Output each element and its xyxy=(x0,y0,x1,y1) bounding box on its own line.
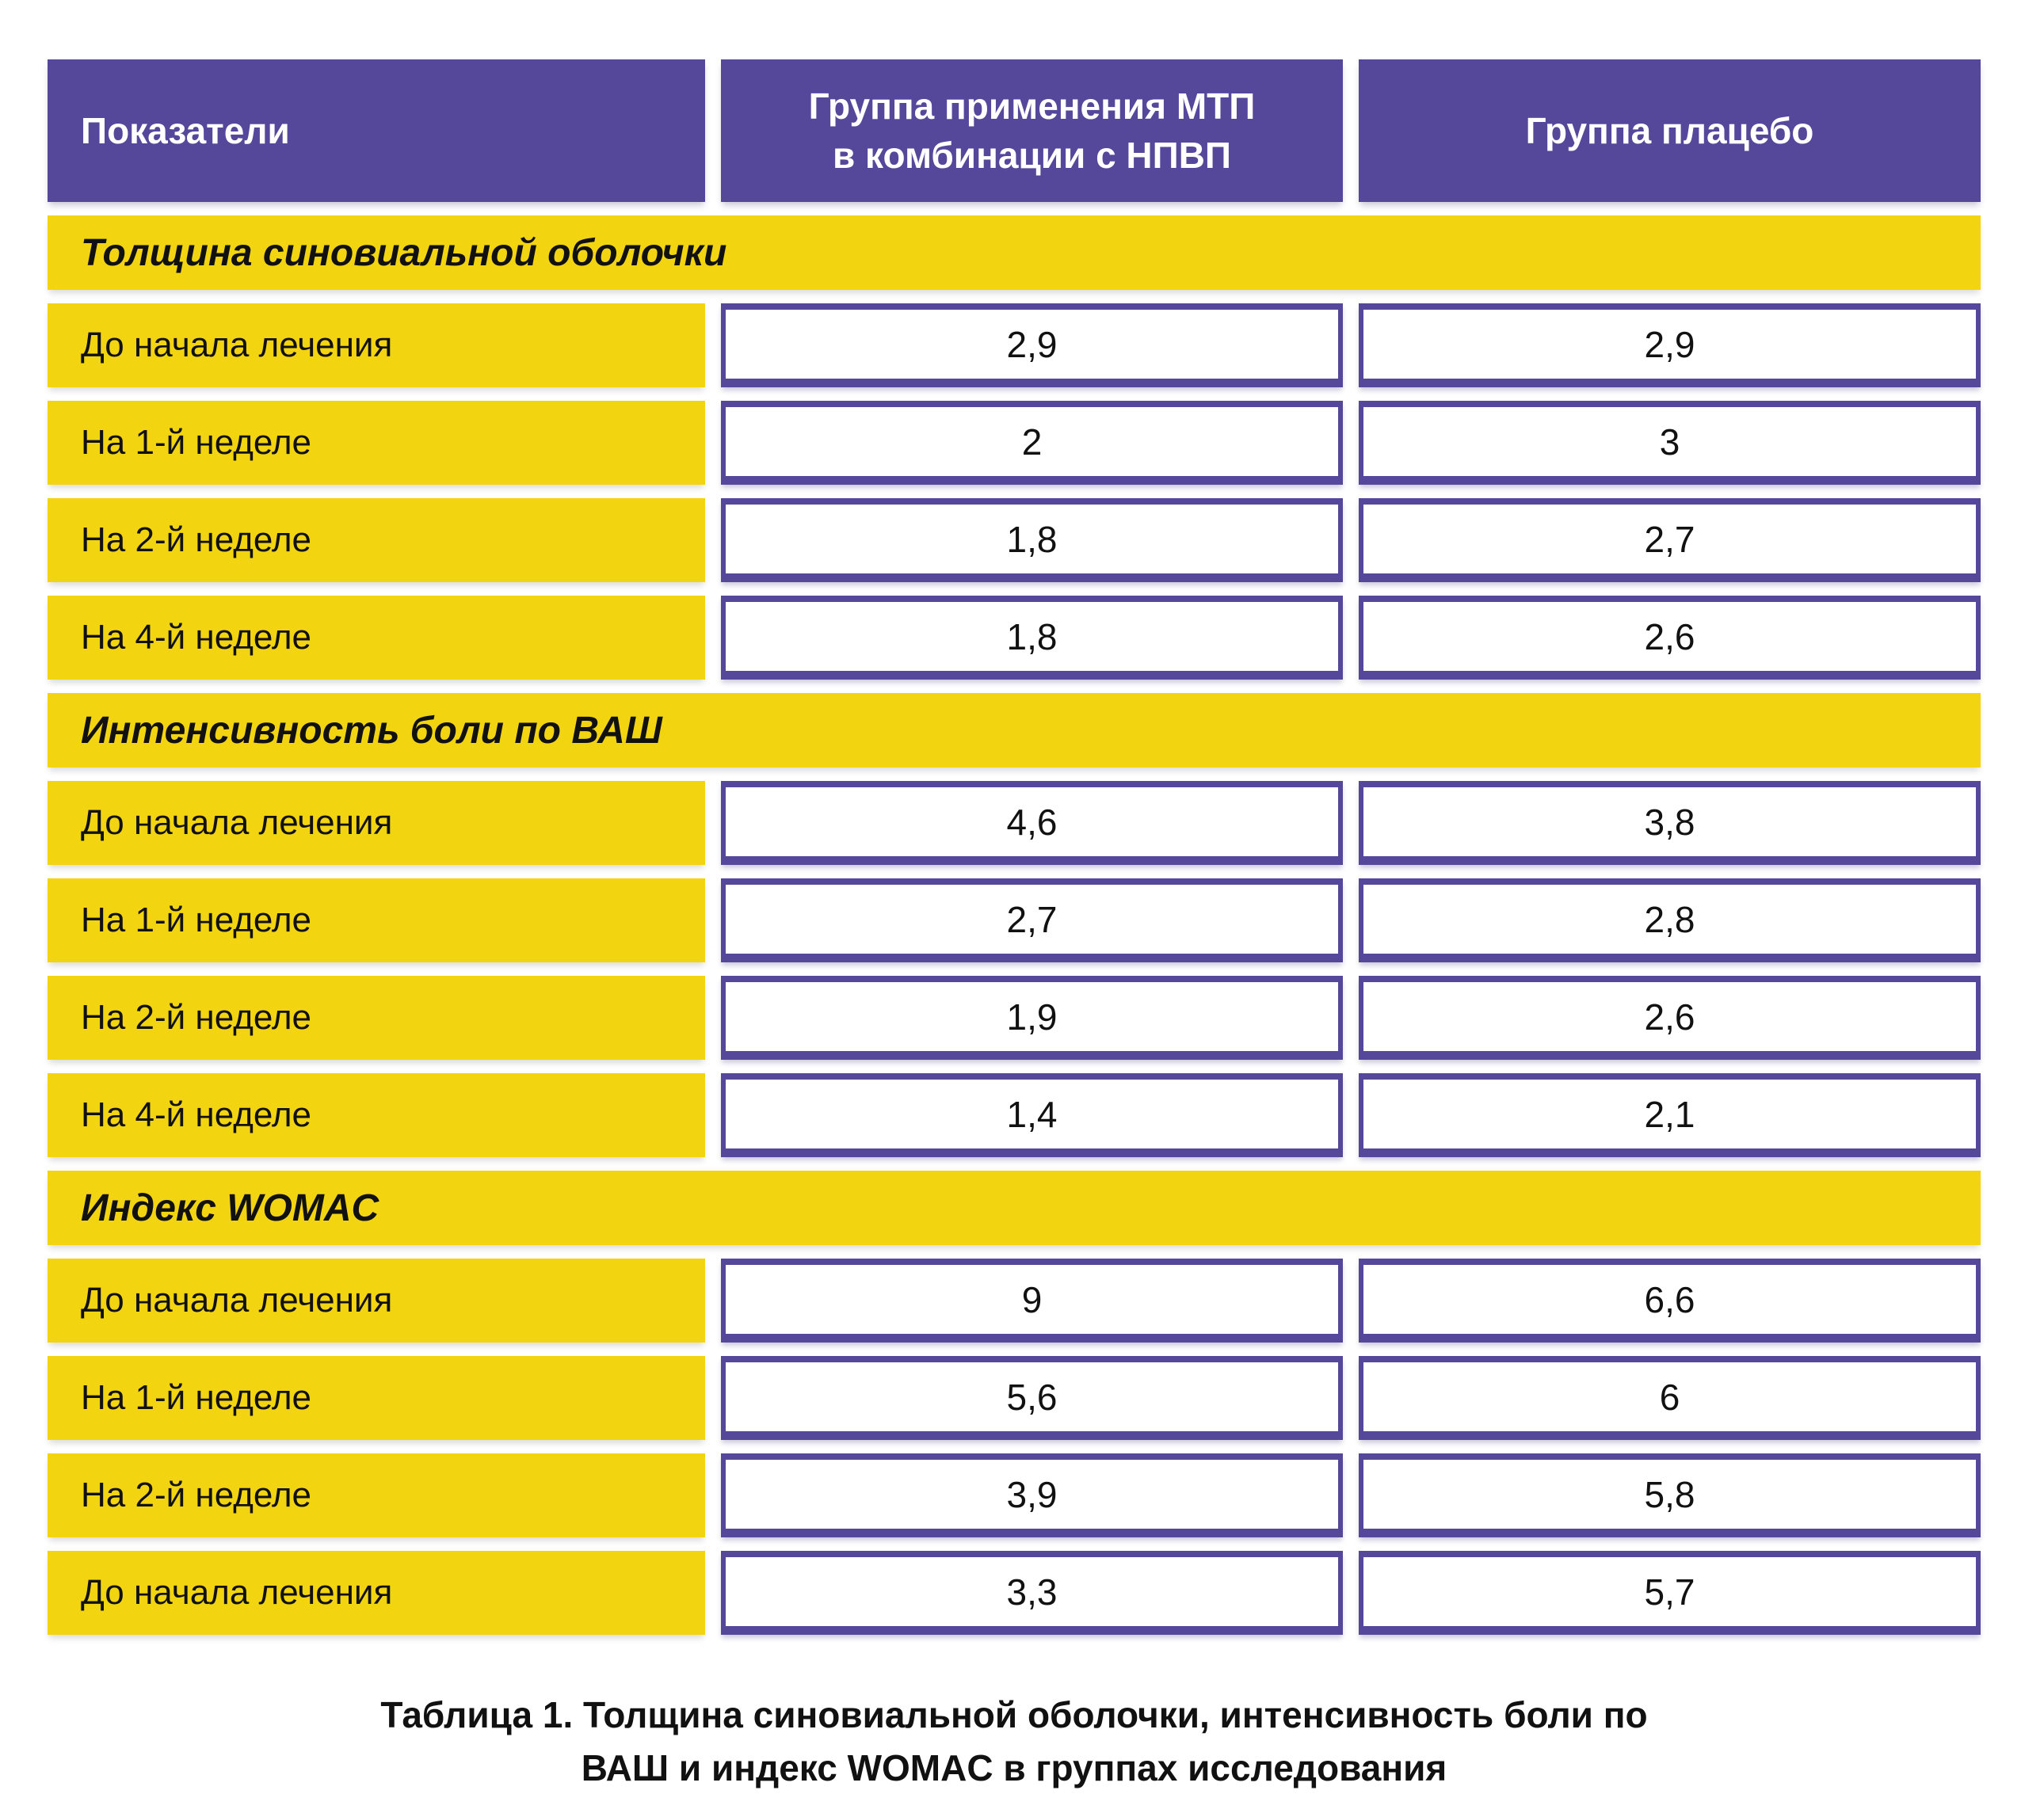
column-header-placebo-group: Группа плацебо xyxy=(1359,59,1981,202)
value-cell-mtp: 2,9 xyxy=(721,303,1343,387)
value-cell-placebo: 2,6 xyxy=(1359,976,1981,1060)
row-label: На 2-й неделе xyxy=(48,1453,705,1537)
row-label: На 1-й неделе xyxy=(48,401,705,485)
value-cell-mtp: 2 xyxy=(721,401,1343,485)
row-label: На 4-й неделе xyxy=(48,1073,705,1157)
results-table xyxy=(48,59,1981,1635)
value-cell-mtp: 9 xyxy=(721,1259,1343,1343)
value-cell-mtp: 5,6 xyxy=(721,1356,1343,1440)
value-cell-placebo: 5,8 xyxy=(1359,1453,1981,1537)
row-label: На 2-й неделе xyxy=(48,498,705,582)
column-header-indicators: Показатели xyxy=(48,59,705,202)
value-cell-placebo: 3,8 xyxy=(1359,781,1981,865)
row-label: До начала лечения xyxy=(48,303,705,387)
row-label: До начала лечения xyxy=(48,1551,705,1635)
value-cell-mtp: 3,3 xyxy=(721,1551,1343,1635)
row-label: На 1-й неделе xyxy=(48,878,705,962)
row-label: На 4-й неделе xyxy=(48,596,705,680)
value-cell-placebo: 5,7 xyxy=(1359,1551,1981,1635)
row-label: На 1-й неделе xyxy=(48,1356,705,1440)
value-cell-placebo: 2,8 xyxy=(1359,878,1981,962)
value-cell-placebo: 2,1 xyxy=(1359,1073,1981,1157)
section-title-synovial-thickness: Толщина синовиальной оболочки xyxy=(48,215,1981,290)
row-label: До начала лечения xyxy=(48,781,705,865)
value-cell-mtp: 4,6 xyxy=(721,781,1343,865)
table-caption-line1: Таблица 1. Толщина синовиальной оболочки, интенсивность боли по xyxy=(380,1694,1648,1735)
value-cell-placebo: 2,6 xyxy=(1359,596,1981,680)
value-cell-placebo: 2,9 xyxy=(1359,303,1981,387)
row-label: До начала лечения xyxy=(48,1259,705,1343)
table-caption xyxy=(301,1689,1727,1794)
value-cell-placebo: 3 xyxy=(1359,401,1981,485)
value-cell-mtp: 1,8 xyxy=(721,498,1343,582)
table-caption-line2: ВАШ и индекс WOMAC в группах исследования xyxy=(581,1746,1447,1788)
value-cell-mtp: 1,8 xyxy=(721,596,1343,680)
section-title-vas-pain: Интенсивность боли по ВАШ xyxy=(48,693,1981,767)
value-cell-mtp: 1,4 xyxy=(721,1073,1343,1157)
column-header-mtp-line2: в комбинации с НПВП xyxy=(833,135,1231,176)
value-cell-placebo: 6 xyxy=(1359,1356,1981,1440)
column-header-mtp-line1: Группа применения МТП xyxy=(808,85,1256,127)
value-cell-mtp: 2,7 xyxy=(721,878,1343,962)
section-title-womac-index: Индекс WOMAC xyxy=(48,1171,1981,1245)
value-cell-placebo: 6,6 xyxy=(1359,1259,1981,1343)
value-cell-mtp: 1,9 xyxy=(721,976,1343,1060)
column-header-mtp-group xyxy=(721,59,1343,202)
row-label: На 2-й неделе xyxy=(48,976,705,1060)
value-cell-mtp: 3,9 xyxy=(721,1453,1343,1537)
value-cell-placebo: 2,7 xyxy=(1359,498,1981,582)
